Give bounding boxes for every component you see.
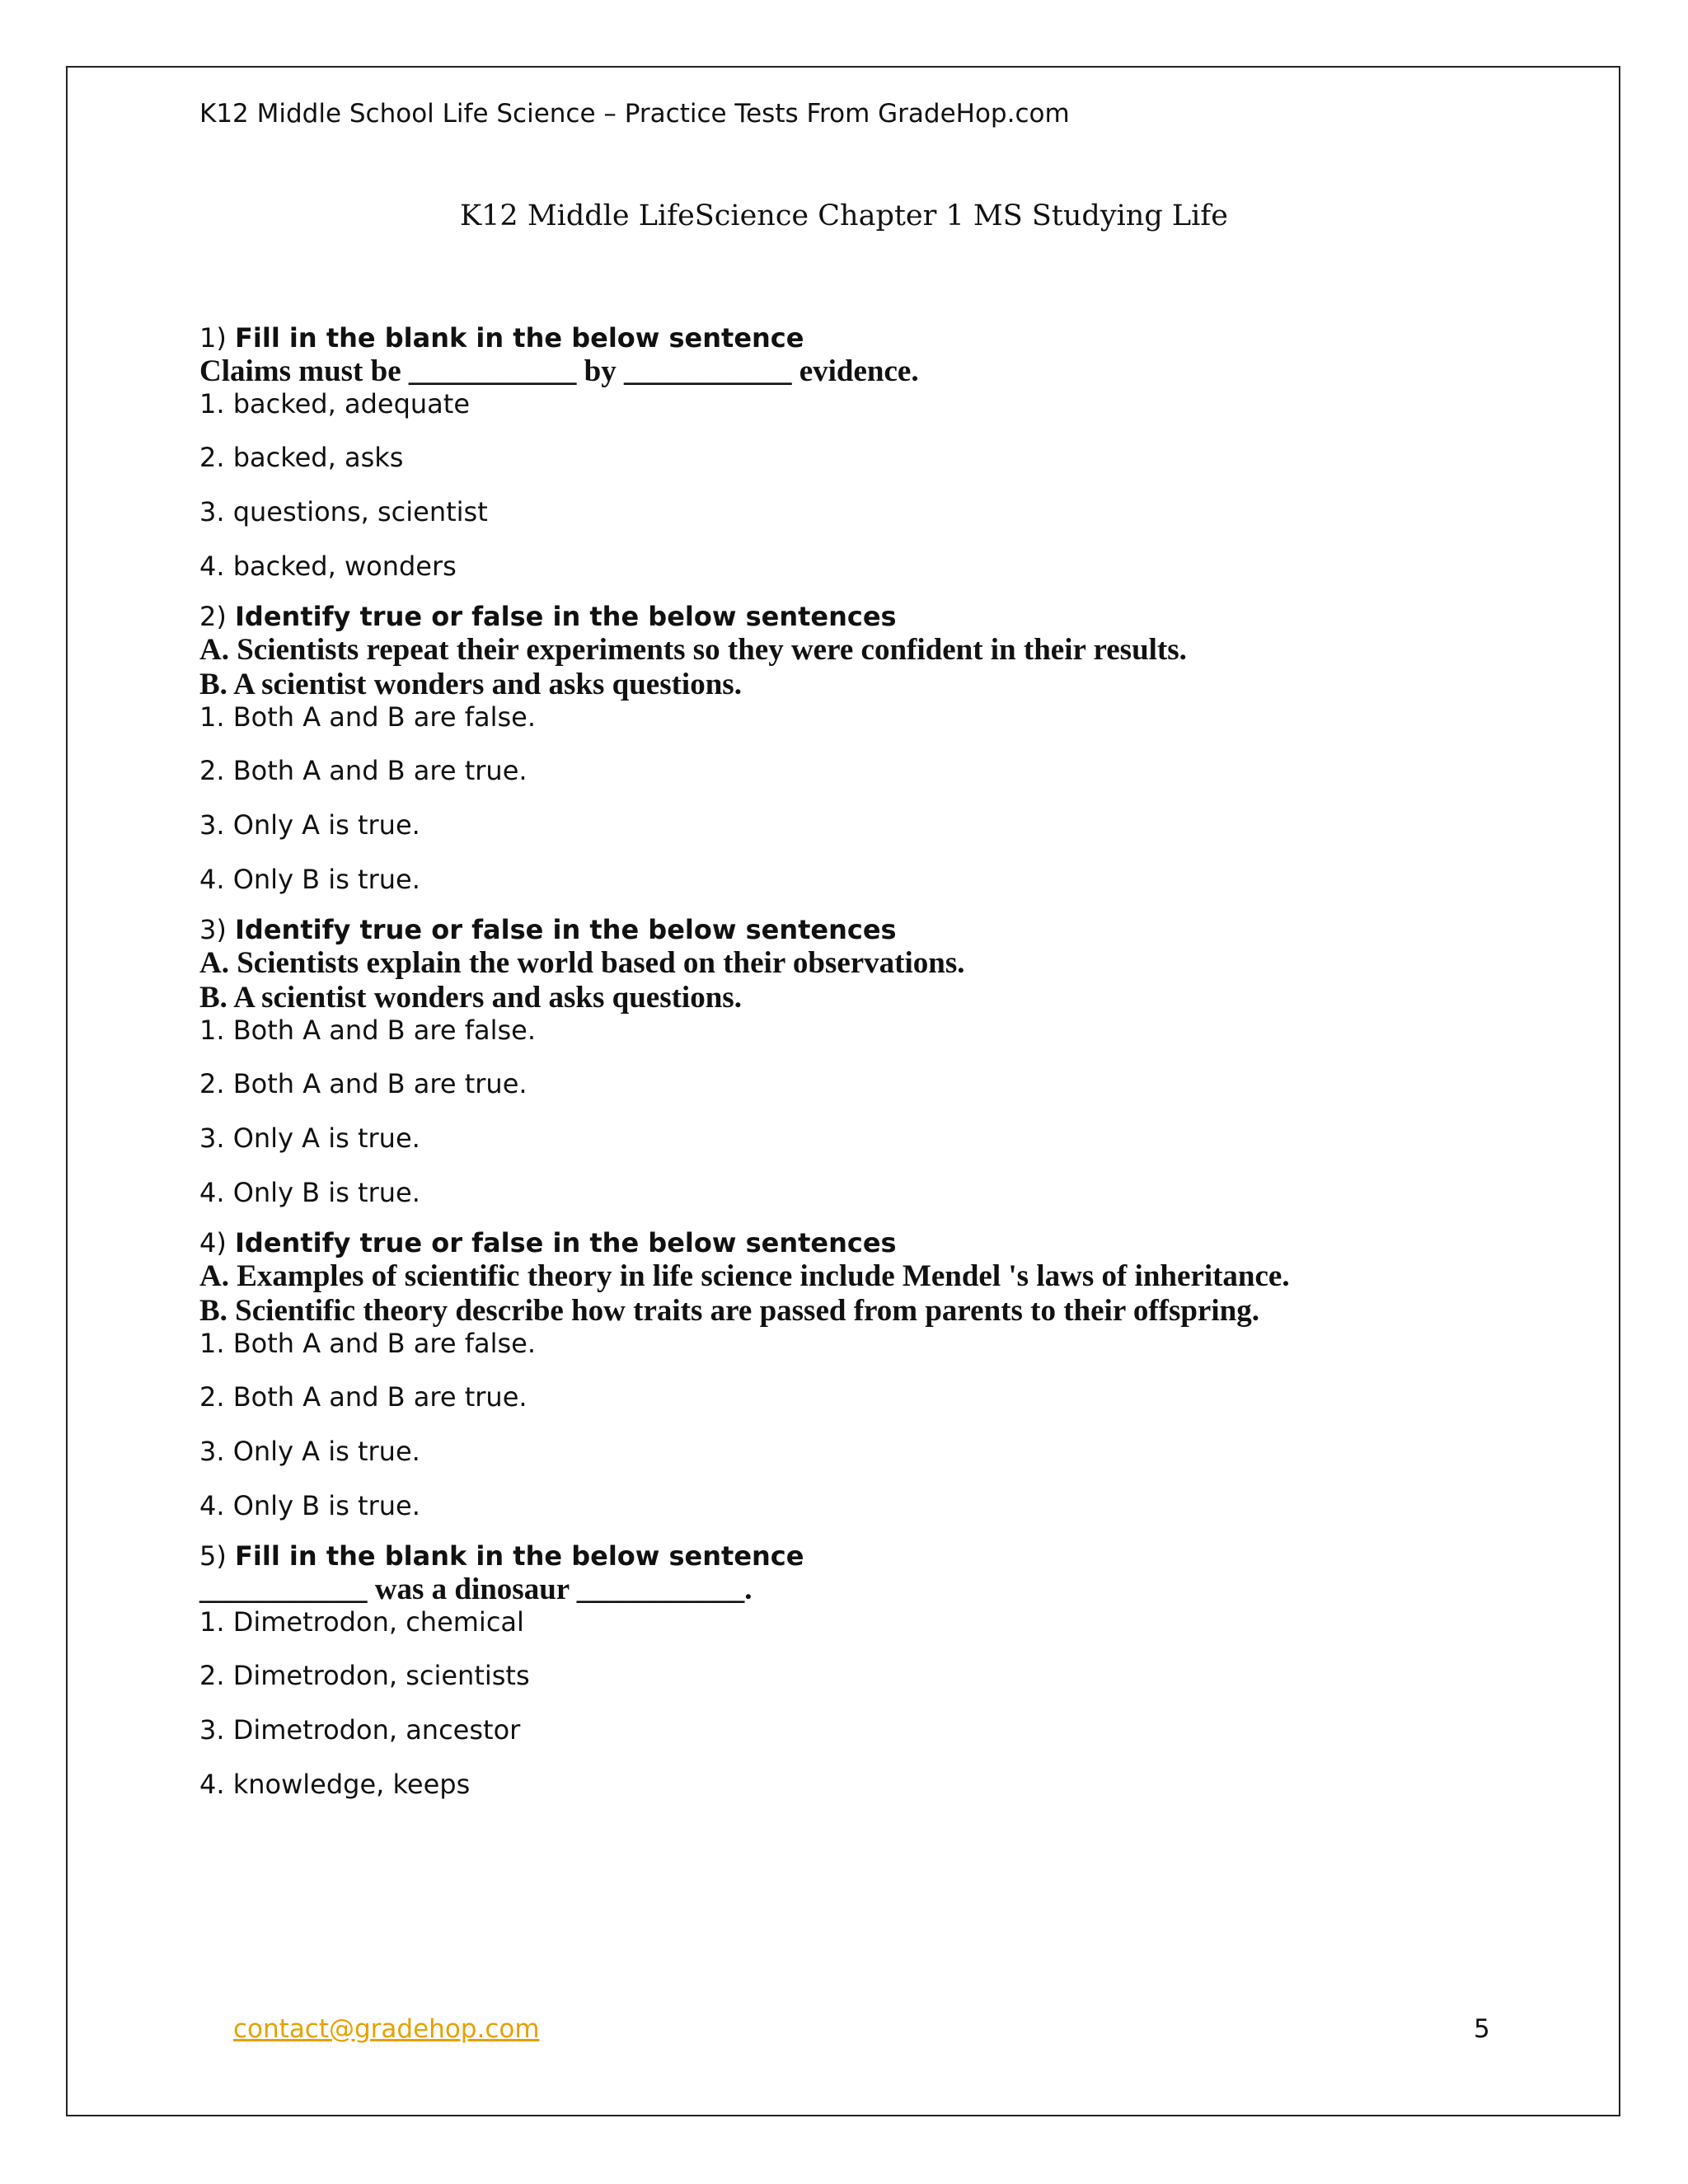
question-text	[199, 946, 1551, 1015]
answer-option: 3. Only A is true.	[199, 1436, 420, 1467]
question-text	[199, 354, 1551, 389]
running-header: K12 Middle School Life Science – Practice Tests From GradeHop.com	[199, 99, 1070, 129]
answer-option: 4. Only B is true.	[199, 864, 420, 895]
question-header	[199, 1540, 1551, 1572]
question-list	[199, 315, 1551, 1811]
question-header	[199, 600, 1551, 633]
answer-option: 3. questions, scientist	[199, 496, 488, 527]
statement-line: B. A scientist wonders and asks questions.	[199, 668, 742, 701]
answer-option: 3. Only A is true.	[199, 1122, 420, 1154]
answer-option: 2. Both A and B are true.	[199, 1068, 528, 1099]
statement-line: B. Scientific theory describe how traits are passed from parents to their offspring.	[199, 1294, 1259, 1328]
question-header	[199, 321, 1551, 354]
question-number: 1)	[199, 322, 227, 354]
answer-option: 1. backed, adequate	[199, 388, 470, 419]
statement-line: ___________ was a dinosaur ___________.	[199, 1572, 753, 1606]
contact-email-link[interactable]: contact@gradehop.com	[233, 2014, 540, 2044]
question-prompt: Fill in the blank in the below sentence	[235, 1540, 804, 1572]
question-text	[199, 1572, 1551, 1607]
question-number: 5)	[199, 1540, 227, 1572]
statement-line: A. Examples of scientific theory in life science include Mendel 's laws of inheritance.	[199, 1259, 1290, 1293]
answer-option: 1. Both A and B are false.	[199, 1328, 537, 1359]
answer-options	[199, 389, 1551, 593]
page-number: 5	[1474, 2014, 1490, 2044]
statement-line: A. Scientists explain the world based on their observations.	[199, 946, 965, 980]
question-prompt: Identify true or false in the below sentences	[235, 601, 897, 632]
question-prompt: Identify true or false in the below sentences	[235, 1227, 897, 1258]
document-title: K12 Middle LifeScience Chapter 1 MS Studying Life	[460, 199, 1228, 232]
answer-option: 2. Both A and B are true.	[199, 755, 528, 786]
answer-option: 4. Only B is true.	[199, 1490, 420, 1521]
question-prompt: Fill in the blank in the below sentence	[235, 322, 804, 354]
answer-option: 4. knowledge, keeps	[199, 1769, 471, 1800]
question-3	[199, 913, 1551, 1220]
answer-options	[199, 1329, 1551, 1533]
answer-options	[199, 1015, 1551, 1220]
question-prompt: Identify true or false in the below sentences	[235, 914, 897, 945]
statement-line: B. A scientist wonders and asks questions.	[199, 981, 742, 1015]
statement-line: Claims must be ___________ by ___________ evidence.	[199, 354, 919, 388]
answer-options	[199, 1607, 1551, 1811]
question-2	[199, 600, 1551, 907]
answer-option: 4. Only B is true.	[199, 1177, 420, 1208]
answer-options	[199, 702, 1551, 907]
question-number: 4)	[199, 1227, 227, 1258]
answer-option: 1. Dimetrodon, chemical	[199, 1606, 524, 1638]
answer-option: 2. Both A and B are true.	[199, 1381, 528, 1413]
answer-option: 1. Both A and B are false.	[199, 1015, 537, 1046]
answer-option: 3. Only A is true.	[199, 809, 420, 841]
answer-option: 1. Both A and B are false.	[199, 701, 537, 733]
statement-line: A. Scientists repeat their experiments so they were confident in their results.	[199, 633, 1187, 667]
answer-option: 2. backed, asks	[199, 442, 404, 473]
question-number: 3)	[199, 914, 227, 945]
question-5	[199, 1540, 1551, 1811]
answer-option: 4. backed, wonders	[199, 551, 457, 582]
answer-option: 3. Dimetrodon, ancestor	[199, 1714, 521, 1746]
question-text	[199, 1259, 1551, 1329]
question-1	[199, 321, 1551, 593]
question-text	[199, 633, 1551, 702]
question-header	[199, 1226, 1551, 1259]
question-4	[199, 1226, 1551, 1533]
question-number: 2)	[199, 601, 227, 632]
question-header	[199, 913, 1551, 946]
answer-option: 2. Dimetrodon, scientists	[199, 1660, 530, 1691]
